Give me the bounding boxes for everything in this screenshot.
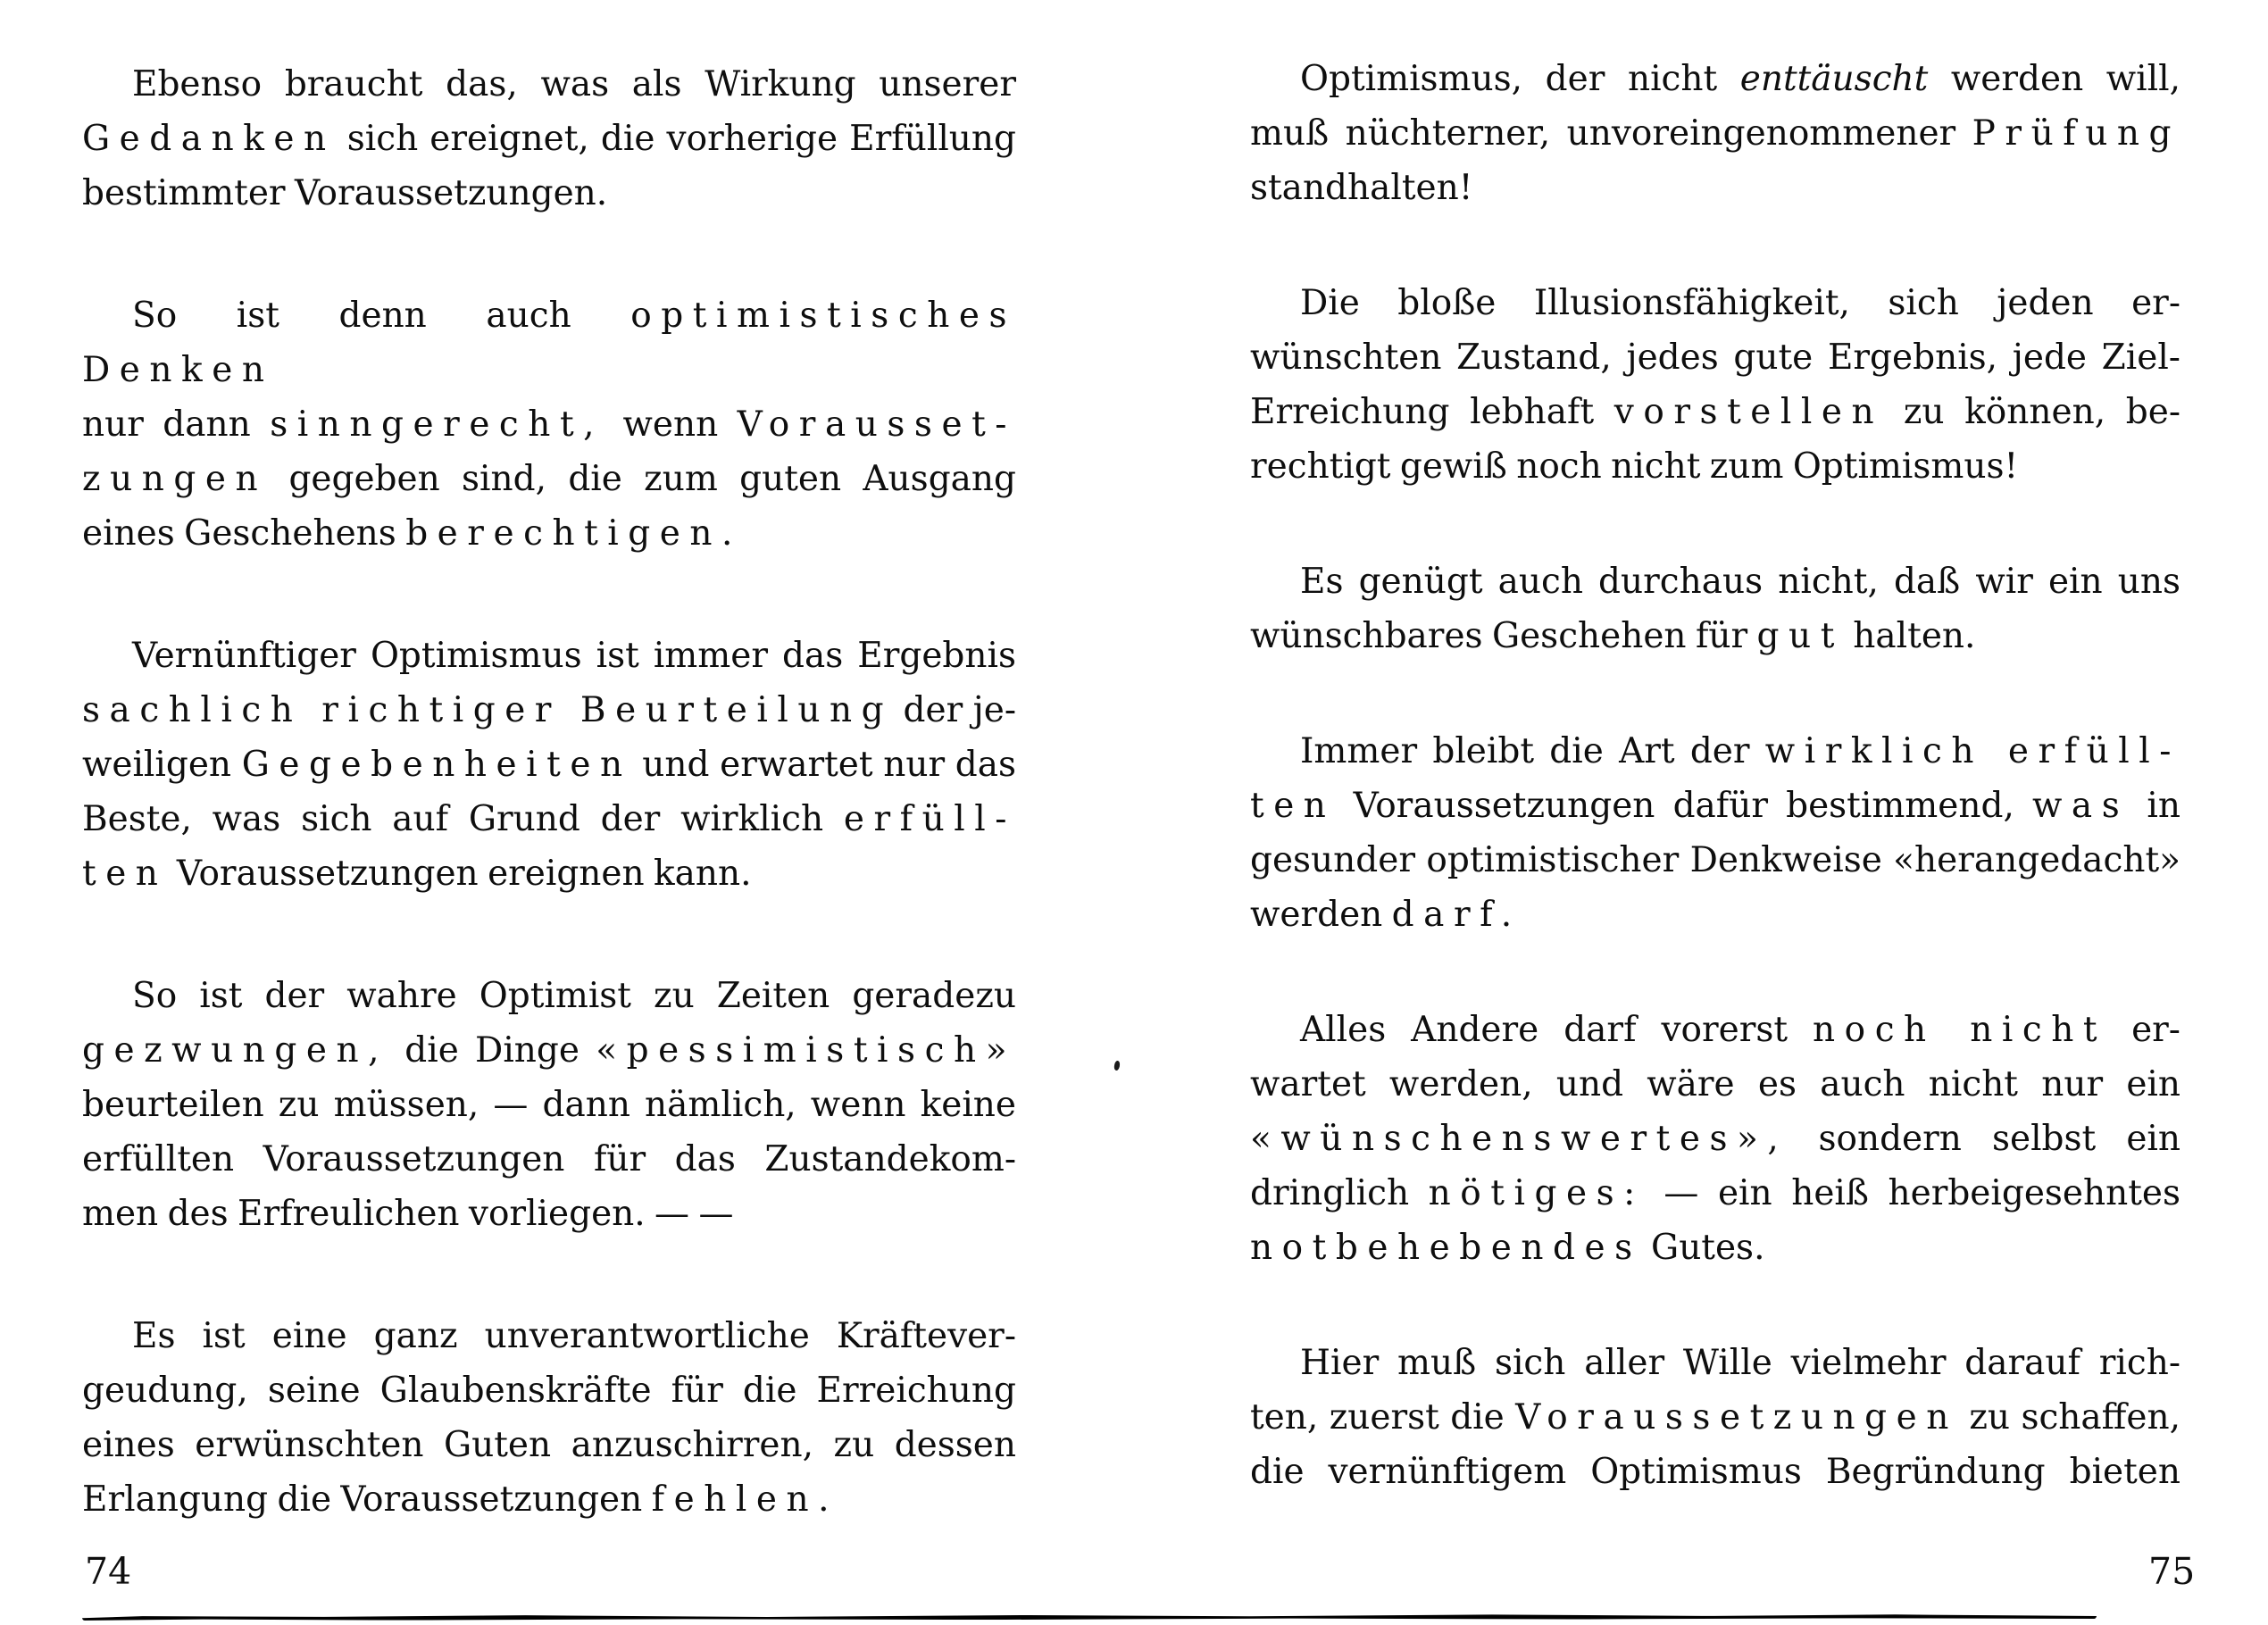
text-segment: Optimismus, der nicht: [1300, 59, 1740, 99]
text-segment: Erlangung die Voraussetzungen: [82, 1479, 652, 1520]
text-segment: zu können, be-: [1883, 392, 2180, 432]
emphasis-letterspaced: Gedanken: [82, 119, 336, 159]
text-segment: gesunder optimistischer Denkweise «herangedacht»: [1250, 840, 2180, 880]
emphasis-letterspaced: noch nicht: [1813, 1010, 2107, 1050]
text-segment: werden: [1250, 895, 1392, 935]
emphasis-letterspaced: Vorausset-: [737, 404, 1016, 445]
text-segment: nur dann: [82, 404, 271, 445]
text-segment: Die bloße Illusionsfähigkeit, sich jeden er-: [1300, 283, 2180, 323]
paragraph: [1250, 724, 2180, 942]
text-segment: in: [2129, 786, 2180, 826]
emphasis-italic: enttäuscht: [1739, 59, 1929, 99]
text-segment: rechtigt gewiß noch nicht zum Optimismus!: [1250, 446, 2019, 487]
text-segment: wünschbares Geschehen für: [1250, 616, 1757, 656]
text-segment: der je-: [893, 690, 1016, 730]
text-segment: So ist denn auch: [132, 296, 631, 336]
emphasis-letterspaced: berechtigen.: [405, 513, 742, 554]
text-line: [1250, 1445, 2180, 1499]
page-left: [82, 57, 1016, 1527]
text-segment: Voraussetzungen dafür bestimmend,: [1335, 786, 2032, 826]
text-line: [82, 288, 1016, 397]
emphasis-letterspaced: gut: [1756, 616, 1844, 656]
text-segment: die Dinge: [388, 1030, 596, 1071]
text-segment: Hier muß sich aller Wille vielmehr darauf rich-: [1300, 1343, 2180, 1383]
emphasis-letterspaced: ten: [82, 854, 168, 894]
text-segment: und erwartet nur das: [631, 745, 1016, 785]
text-segment: zu schaffen,: [1957, 1397, 2180, 1438]
paragraph: [1250, 1336, 2180, 1499]
text-line: [1250, 52, 2180, 106]
text-segment: So ist der wahre Optimist zu Zeiten geradezu: [132, 976, 1016, 1016]
text-line: [82, 1078, 1016, 1132]
text-segment: Ebenso braucht das, was als Wirkung unserer: [132, 64, 1016, 104]
text-line: [1250, 439, 2180, 494]
emphasis-letterspaced: Prüfung: [1972, 113, 2180, 154]
text-line: [1250, 385, 2180, 439]
emphasis-letterspaced: optimistisches Denken: [82, 296, 1016, 390]
text-segment: er-: [2106, 1010, 2180, 1050]
text-segment: eines erwünschten Guten anzuschirren, zu dessen: [82, 1425, 1016, 1465]
text-segment: muß nüchterner, unvoreingenommener: [1250, 113, 1972, 154]
text-line: [82, 1418, 1016, 1472]
text-segment: standhalten!: [1250, 168, 1473, 208]
paragraph: [82, 57, 1016, 221]
text-line: [82, 1132, 1016, 1187]
page-number-right: 75: [2148, 1550, 2196, 1593]
ink-dot-artifact: [1113, 1060, 1121, 1071]
text-line: [1250, 276, 2180, 330]
text-segment: wünschten Zustand, jedes gute Ergebnis, jede Ziel-: [1250, 338, 2180, 378]
paragraph: [1250, 276, 2180, 494]
emphasis-letterspaced: «wünschenswertes»,: [1250, 1119, 1789, 1159]
text-line: [1250, 779, 2180, 833]
text-segment: Alles Andere darf vorerst: [1300, 1010, 1814, 1050]
text-segment: werden will,: [1928, 59, 2180, 99]
paragraph: [82, 1309, 1016, 1527]
paragraph: [1250, 554, 2180, 663]
emphasis-letterspaced: sachlich richtiger Beurteilung: [82, 690, 894, 730]
text-segment: Gutes.: [1641, 1228, 1765, 1268]
text-line: [82, 1472, 1016, 1527]
text-segment: wartet werden, und wäre es auch nicht nur ein: [1250, 1064, 2180, 1104]
text-line: [82, 452, 1016, 506]
emphasis-letterspaced: erfüll-: [843, 799, 1016, 839]
emphasis-letterspaced: fehlen.: [651, 1479, 839, 1520]
text-segment: beurteilen zu müssen, — dann nämlich, wenn keine: [82, 1085, 1016, 1125]
text-segment: erfüllten Voraussetzungen für das Zustandekom-: [82, 1139, 1016, 1179]
text-line: [82, 1309, 1016, 1363]
text-segment: Erreichung lebhaft: [1250, 392, 1614, 432]
emphasis-letterspaced: Voraussetzungen: [1515, 1397, 1958, 1438]
paragraph: [82, 969, 1016, 1241]
text-line: [82, 1023, 1016, 1078]
text-line: [1250, 1112, 2180, 1166]
paragraph: [1250, 1003, 2180, 1275]
emphasis-letterspaced: vorstellen: [1613, 392, 1884, 432]
text-line: [82, 846, 1016, 901]
text-line: [82, 629, 1016, 683]
text-line: [1250, 833, 2180, 888]
text-line: [1250, 888, 2180, 942]
emphasis-letterspaced: nötiges:: [1428, 1173, 1645, 1213]
emphasis-letterspaced: darf.: [1391, 895, 1522, 935]
text-line: [1250, 554, 2180, 609]
text-line: [82, 506, 1016, 561]
page-right: [1250, 52, 2180, 1560]
text-segment: die vernünftigem Optimismus Begründung bieten: [1250, 1452, 2180, 1492]
page-number-left: 74: [85, 1550, 132, 1593]
text-line: [1250, 609, 2180, 663]
text-line: [1250, 1221, 2180, 1275]
paragraph: [82, 629, 1016, 901]
emphasis-letterspaced: ten: [1250, 786, 1336, 826]
text-segment: dringlich: [1250, 1173, 1429, 1213]
paragraph: [82, 288, 1016, 561]
text-line: [82, 683, 1016, 738]
text-segment: Voraussetzungen ereignen kann.: [167, 854, 752, 894]
text-segment: gegeben sind, die zum guten Ausgang: [267, 459, 1016, 499]
paragraph: [1250, 52, 2180, 215]
text-segment: men des Erfreulichen vorliegen. — —: [82, 1194, 734, 1234]
text-line: [1250, 330, 2180, 385]
text-line: [82, 738, 1016, 792]
text-line: [1250, 1003, 2180, 1057]
emphasis-letterspaced: notbehebendes: [1250, 1228, 1642, 1268]
text-segment: eines Geschehens: [82, 513, 406, 554]
text-line: [82, 792, 1016, 846]
emphasis-letterspaced: sinngerecht,: [270, 404, 605, 445]
text-line: [82, 397, 1016, 452]
text-segment: Beste, was sich auf Grund der wirklich: [82, 799, 844, 839]
text-line: [1250, 161, 2180, 215]
text-segment: Vernünftiger Optimismus ist immer das Ergebnis: [132, 636, 1016, 676]
text-segment: halten.: [1843, 616, 1976, 656]
emphasis-letterspaced: Gegebenheiten: [241, 745, 632, 785]
text-line: [1250, 1057, 2180, 1112]
text-line: [82, 1363, 1016, 1418]
text-segment: Es genügt auch durchaus nicht, daß wir ein uns: [1300, 562, 2180, 602]
text-segment: Immer bleibt die Art der: [1300, 731, 1765, 771]
text-line: [1250, 106, 2180, 161]
emphasis-letterspaced: zungen: [82, 459, 268, 499]
emphasis-letterspaced: gezwungen,: [82, 1030, 389, 1071]
text-line: [82, 1187, 1016, 1241]
text-line: [82, 57, 1016, 112]
emphasis-letterspaced: «pessimistisch»: [596, 1030, 1016, 1071]
text-line: [82, 112, 1016, 166]
text-segment: ten, zuerst die: [1250, 1397, 1516, 1438]
emphasis-letterspaced: was: [2032, 786, 2130, 826]
text-segment: sich ereignet, die vorherige Erfüllung: [335, 119, 1016, 159]
text-segment: wenn: [604, 404, 738, 445]
emphasis-letterspaced: wirklich erfüll-: [1764, 731, 2180, 771]
scan-edge-artifact: [82, 1613, 2097, 1621]
text-line: [1250, 1390, 2180, 1445]
text-line: [82, 166, 1016, 221]
text-segment: — ein heiß herbeigesehntes: [1644, 1173, 2180, 1213]
text-line: [1250, 1166, 2180, 1221]
text-segment: sondern selbst ein: [1788, 1119, 2180, 1159]
text-segment: Es ist eine ganz unverantwortliche Kräftever-: [132, 1316, 1016, 1356]
text-segment: geudung, seine Glaubenskräfte für die Erreichung: [82, 1371, 1016, 1411]
text-line: [1250, 724, 2180, 779]
text-line: [1250, 1336, 2180, 1390]
text-segment: weiligen: [82, 745, 242, 785]
text-segment: bestimmter Voraussetzungen.: [82, 173, 608, 213]
text-line: [82, 969, 1016, 1023]
